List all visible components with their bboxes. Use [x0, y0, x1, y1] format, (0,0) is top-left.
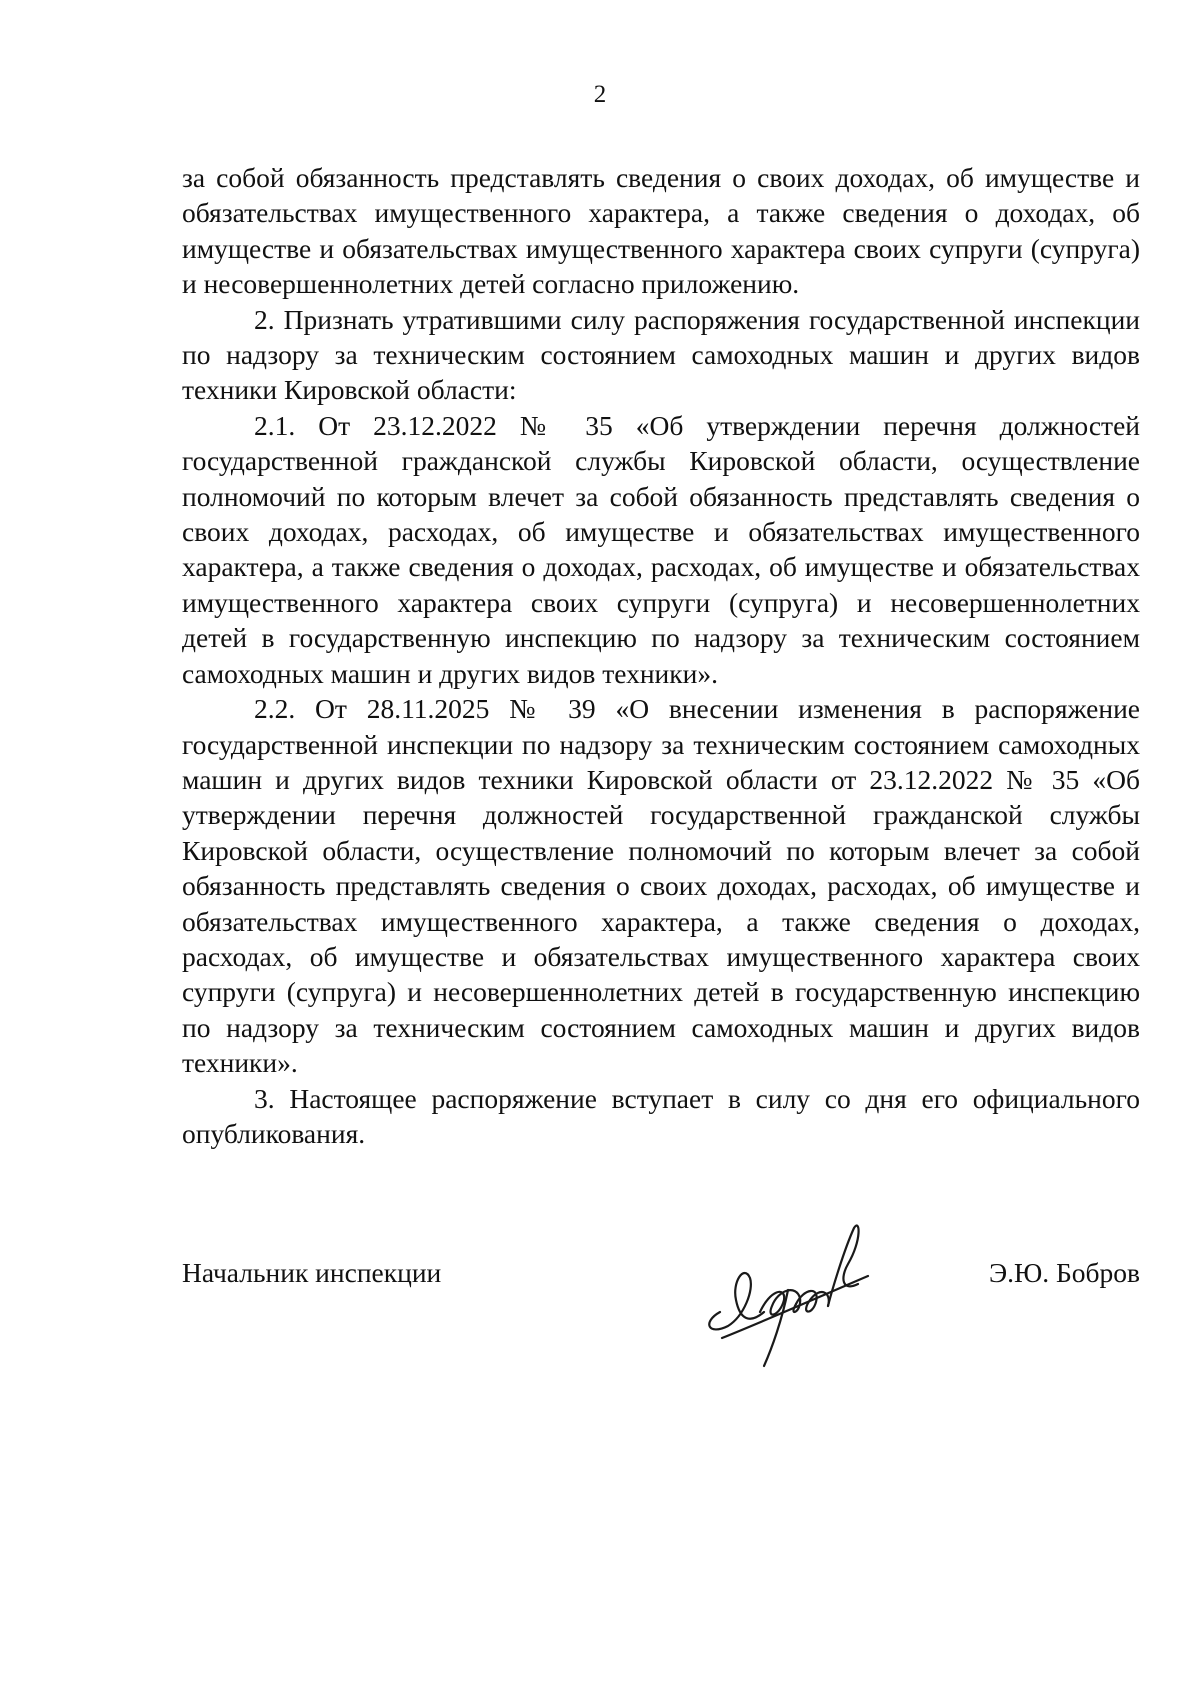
signer-name: Э.Ю. Бобров: [988, 1257, 1140, 1288]
paragraph-intro-continuation: за собой обязанность представлять сведения о своих доходах, об имуществе и обязательствах имущественного характера, а также сведения о доходах, об имуществе и обязательствах имущественного характера своих супруги (супруга) и несовершеннолетних детей согласно приложению.: [182, 162, 1140, 300]
paragraph-item-2-2: 2.2. От 28.11.2025 № 39 «О внесении изменения в распоряжение государственной инспекции по надзору за техническим состоянием самоходных машин и других видов техники Кировской области от 23.12.2022 № 35 «Об утверждении перечня должностей государственной гражданской службы Кировской области, осуществление полномочий по которым влечет за собой обязанность представлять сведения о своих доходах, расходах, об имуществе и обязательствах имущественного характера, а также сведения о доходах, расходах, об имуществе и обязательствах имущественного характера своих супруги (супруга) и несовершеннолетних детей в государственную инспекцию по надзору за техническим состоянием самоходных машин и других видов техники».: [182, 693, 1140, 1079]
page-number: 2: [593, 81, 607, 108]
signer-position: Начальник инспекции: [182, 1257, 442, 1288]
paragraph-item-2: 2. Признать утратившими силу распоряжения государственной инспекции по надзору за техническим состоянием самоходных машин и других видов техники Кировской области:: [182, 303, 1140, 406]
handwritten-signature: [692, 1220, 892, 1370]
document-body: [182, 160, 1140, 1151]
paragraph-item-2-1: 2.1. От 23.12.2022 № 35 «Об утверждении перечня должностей государственной гражданской службы Кировской области, осуществление полномочий по которым влечет за собой обязанность представлять сведения о своих доходах, расходах, об имуществе и обязательствах имущественного характера, а также сведения о доходах, расходах, об имуществе и обязательствах имущественного характера своих супруги (супруга) и несовершеннолетних детей в государственную инспекцию по надзору за техническим состоянием самоходных машин и других видов техники».: [182, 409, 1140, 689]
signature-block: [182, 1220, 1140, 1380]
paragraph-item-3: 3. Настоящее распоряжение вступает в силу со дня его официального опубликования.: [182, 1082, 1140, 1149]
